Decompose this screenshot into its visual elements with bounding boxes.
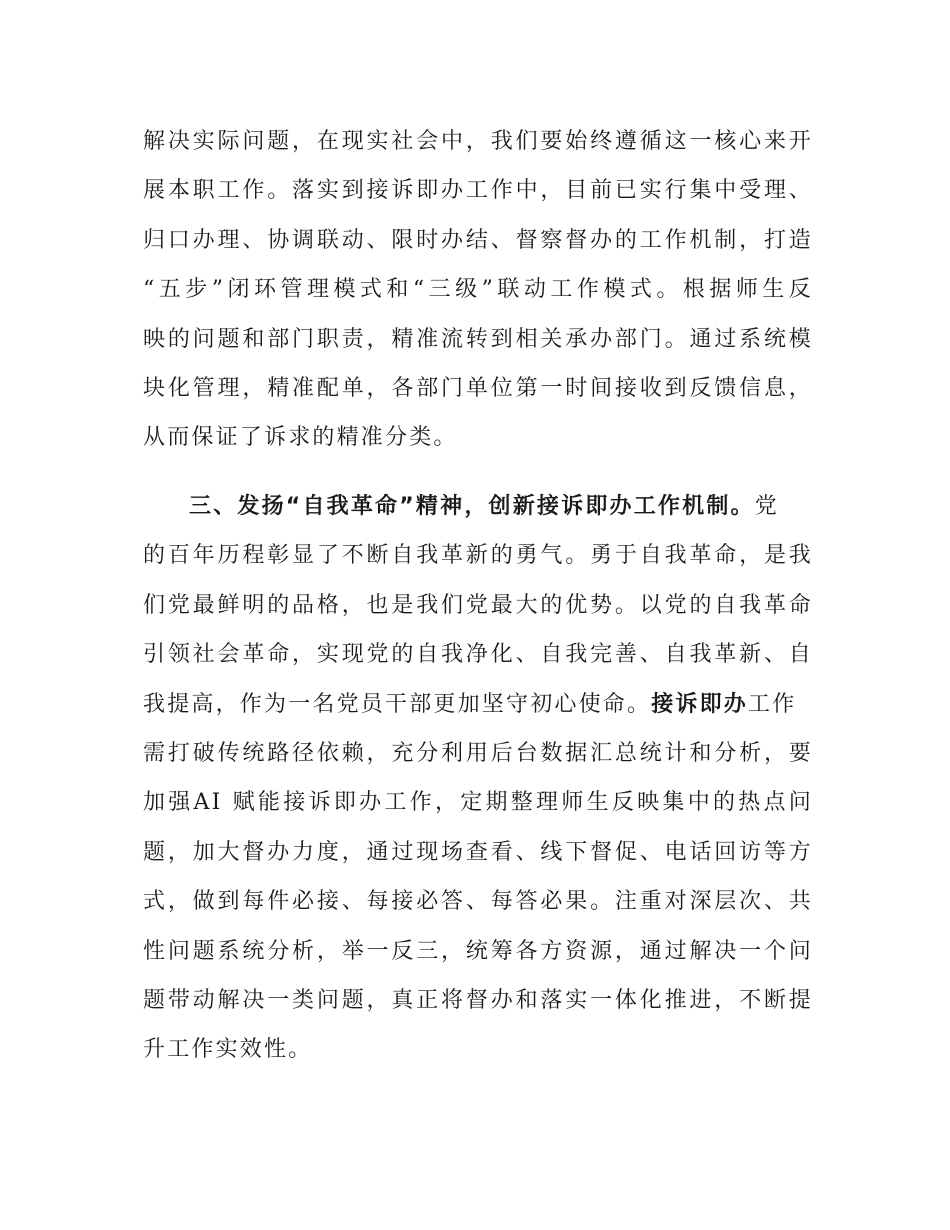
text-line: 题，加大督办力度，通过现场查看、线下督促、电话回访等方	[143, 839, 813, 865]
text-line: 们党最鲜明的品格，也是我们党最大的优势。以党的自我革命	[143, 592, 813, 618]
paragraph-1	[143, 117, 813, 463]
text-line: “五步”闭环管理模式和“三级”联动工作模式。根据师生反	[143, 277, 813, 303]
text-line: 引领社会革命，实现党的自我净化、自我完善、自我革新、自	[143, 642, 813, 668]
text-line: 式，做到每件必接、每接必答、每答必果。注重对深层次、共	[143, 889, 813, 915]
text-line: 性问题系统分析，举一反三，统筹各方资源，通过解决一个问	[143, 938, 813, 964]
text-line: 展本职工作。落实到接诉即办工作中，目前已实行集中受理、	[143, 178, 813, 204]
heading-tail: 党	[754, 494, 779, 519]
text-line: 需打破传统路径依赖，充分利用后台数据汇总统计和分析，要	[143, 740, 813, 766]
text-line: 题带动解决一类问题，真正将督办和落实一体化推进，不断提	[143, 987, 813, 1013]
text-line: 解决实际问题，在现实社会中，我们要始终遵循这一核心来开	[143, 129, 813, 154]
text-line: 加强AI 赋能接诉即办工作，定期整理师生反映集中的热点问	[143, 790, 813, 816]
text-line: 的百年历程彰显了不断自我革新的勇气。勇于自我革命，是我	[143, 543, 813, 569]
text-line-mixed	[143, 680, 813, 729]
section-heading: 三、发扬“自我革命”精神，创新接诉即办工作机制。	[189, 494, 755, 519]
line-head: 我提高，作为一名党员干部更加坚守初心使命。	[143, 691, 652, 717]
text-line: 块化管理，精准配单，各部门单位第一时间接收到反馈信息，	[143, 375, 813, 401]
line-tail: 工作	[748, 691, 797, 717]
paragraph-2	[143, 482, 813, 1075]
bold-term: 接诉即办	[651, 691, 749, 717]
section-heading-line	[143, 482, 813, 531]
text-line: 归口办理、协调联动、限时办结、督察督办的工作机制，打造	[143, 227, 813, 253]
text-line: 映的问题和部门职责，精准流转到相关承办部门。通过系统模	[143, 326, 813, 352]
text-line: 升工作实效性。	[143, 1037, 313, 1063]
text-line: 从而保证了诉求的精准分类。	[143, 425, 458, 451]
